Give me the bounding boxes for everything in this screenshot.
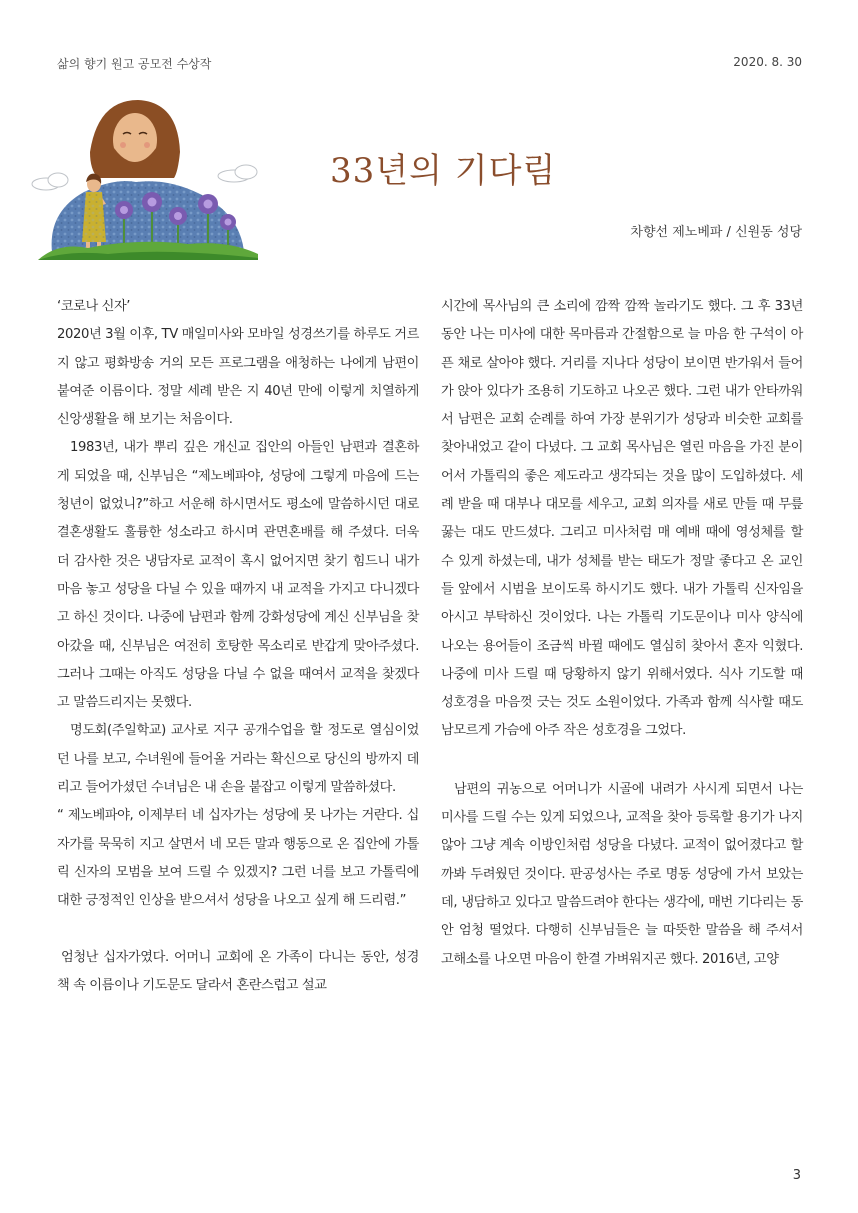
paragraph: 1983년, 내가 뿌리 깊은 개신교 집안의 아들인 남편과 결혼하게 되었을 때, 신부님은 “제노베파야, 성당에 그렇게 마음에 드는 청년이 없었니?”하고 서운해 하시면서도 평소에 말씀하시던 대로 결혼생활도 훌륭한 성소라고 하시며 관면혼배를 해 주셨다. 더욱 더 감사한 것은 냉담자로 교적이 혹시 없어지면 찾기 힘드니 내가 마음 놓고 성당을 다닐 수 있을 때까지 내 교적을 가지고 다니겠다고 하신 것이다. 나중에 남편과 함께 강화성당에 계신 신부님을 찾아갔을 때, 신부님은 여전히 호탕한 목소리로 반갑게 맞아주셨다. 그러나 그때는 아직도 성당을 다닐 수 없을 때여서 교적을 찾겠다고 말씀드리지는 못했다. (57, 440, 419, 711)
page-number: 3 (792, 1168, 801, 1183)
author-byline: 차향선 제노베파 / 신원동 성당 (630, 225, 802, 240)
article-title: 33년의 기다림 (330, 151, 557, 191)
paragraph-gap (441, 746, 803, 776)
paragraph: 엄청난 십자가였다. 어머니 교회에 온 가족이 다니는 동안, 성경책 속 이름이나 기도문도 달라서 혼란스럽고 설교 (57, 949, 419, 993)
paragraph: ‘코로나 신자’ (57, 299, 131, 314)
publication-name: 삶의 향기 원고 공모전 수상작 (57, 57, 212, 71)
paragraph: 2020년 3월 이후, TV 매일미사와 모바일 성경쓰기를 하루도 거르지 않고 평화방송 거의 모든 프로그램을 애청하는 나에게 남편이 붙여준 이름이다. 정말 세례 받은 지 40년 만에 이렇게 치열하게 신앙생활을 해 보기는 처음이다. (57, 327, 419, 428)
article-right-column (441, 293, 803, 974)
paragraph: 남편의 귀농으로 어머니가 시골에 내려가 사시게 되면서 나는 미사를 드릴 수는 있게 되었으나, 교적을 찾아 등록할 용기가 나지 않아 그냥 계속 이방인처럼 성당을 다녔다. 교적이 없어졌다고 할까봐 두려웠던 것이다. 판공성사는 주로 명동 성당에 가서 보았는데, 냉담하고 있다고 말씀드려야 한다는 생각에, 매번 기다리는 동안 엄청 떨었다. 다행히 신부님들은 늘 따뜻한 말씀을 해 주셔서 고해소를 나오면 마음이 한결 가벼워지곤 했다. 2016년, 고양 (441, 781, 803, 967)
paragraph: 명도회(주일학교) 교사로 지구 공개수업을 할 정도로 열심이었던 나를 보고, 수녀원에 들어올 거라는 확신으로 당신의 방까지 데리고 들어가셨던 수녀님은 내 손을 붙잡고 이렇게 말씀하셨다. (57, 723, 419, 796)
article-left-column (57, 293, 419, 1000)
publication-date: 2020. 8. 30 (733, 55, 802, 69)
jesus-embracing-girl-illustration (28, 92, 264, 260)
paragraph: 시간에 목사님의 큰 소리에 깜짝 깜짝 놀라기도 했다. 그 후 33년 동안 나는 미사에 대한 목마름과 간절함으로 늘 마음 한 구석이 아픈 채로 살아야 했다. 거리를 지나다 성당이 보이면 반가워서 들어가 앉아 있다가 조용히 기도하고 나오곤 했다. 그런 내가 안타까워서 남편은 교회 순례를 하여 가장 분위기가 성당과 비슷한 교회를 찾아내었고 같이 다녔다. 그 교회 목사님은 열린 마음을 가진 분이어서 가톨릭의 좋은 제도라고 생각되는 것을 많이 도입하셨다. 세례 받을 때 대부나 대모를 세우고, 교회 의자를 새로 만들 때 무릎 꿇는 대도 만드셨다. 그리고 미사처럼 매 예배 때에 영성체를 할 수 있게 하셨는데, 내가 성체를 받는 태도가 정말 좋다고 온 교인들 앞에서 시범을 보이도록 하시기도 했다. 내가 가톨릭 신자임을 아시고 부탁하신 것이었다. 나는 가톨릭 기도문이나 미사 양식에 나오는 용어들이 조금씩 바뀔 때에도 열심히 찾아서 혼자 익혔다. 나중에 미사 드릴 때 당황하지 않기 위해서였다. 식사 기도할 때 성호경을 마음껏 긋는 것도 소원이었다. 가족과 함께 식사할 때도 남모르게 가슴에 아주 작은 성호경을 그었다. (441, 299, 803, 739)
paragraph-gap (57, 916, 419, 944)
quote-paragraph: “ 제노베파야, 이제부터 네 십자가는 성당에 못 나가는 거란다. 십자가를 묵묵히 지고 살면서 네 모든 말과 행동으로 온 집안에 가톨릭 신자의 모범을 보여 드릴 수 있겠지? 그런 너를 보고 가톨릭에 대한 긍정적인 인상을 받으셔서 성당을 나오고 싶게 해 드리렴.” (57, 808, 419, 909)
